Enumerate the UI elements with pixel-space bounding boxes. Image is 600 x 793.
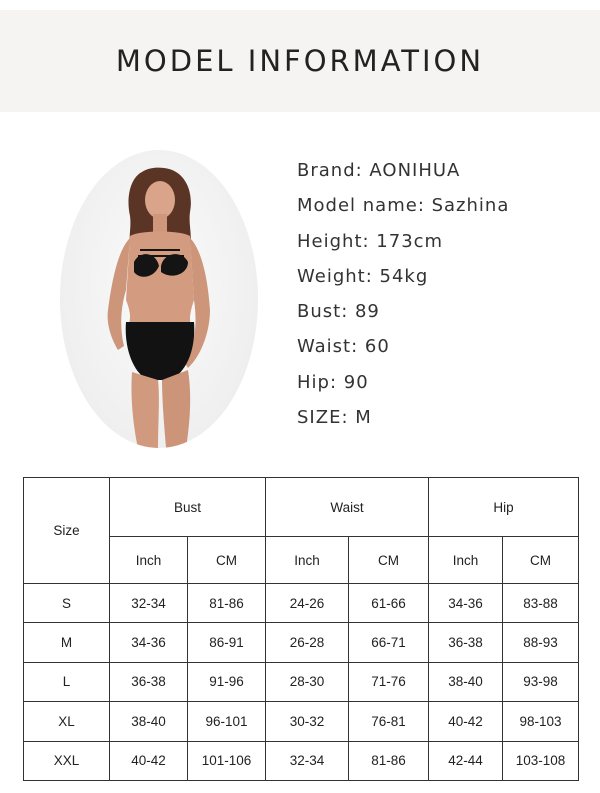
table-cell: 38-40 xyxy=(429,662,503,701)
table-cell: 88-93 xyxy=(503,623,579,662)
size-label: L xyxy=(24,662,110,701)
unit-header: Inch xyxy=(429,537,503,584)
table-cell: 76-81 xyxy=(349,702,429,741)
table-cell: 81-86 xyxy=(188,584,266,623)
table-cell: 24-26 xyxy=(266,584,349,623)
table-header-row xyxy=(24,478,579,537)
header-banner xyxy=(0,10,600,112)
table-cell: 28-30 xyxy=(266,662,349,701)
size-label: S xyxy=(24,584,110,623)
size-label: XL xyxy=(24,702,110,741)
table-cell: 36-38 xyxy=(429,623,503,662)
table-cell: 61-66 xyxy=(349,584,429,623)
table-cell: 40-42 xyxy=(429,702,503,741)
table-row xyxy=(24,741,579,780)
table-cell: 34-36 xyxy=(429,584,503,623)
info-weight: Weight: 54kg xyxy=(297,265,429,287)
model-figure xyxy=(60,150,258,448)
table-cell: 91-96 xyxy=(188,662,266,701)
size-column-header: Size xyxy=(24,478,110,584)
info-model-name: Model name: Sazhina xyxy=(297,195,510,217)
hip-group-header: Hip xyxy=(429,478,579,537)
table-cell: 40-42 xyxy=(110,741,188,780)
info-hip: Hip: 90 xyxy=(297,371,369,393)
info-bust: Bust: 89 xyxy=(297,301,380,323)
table-cell: 30-32 xyxy=(266,702,349,741)
unit-header: CM xyxy=(188,537,266,584)
unit-header: CM xyxy=(503,537,579,584)
table-cell: 26-28 xyxy=(266,623,349,662)
table-cell: 36-38 xyxy=(110,662,188,701)
table-cell: 83-88 xyxy=(503,584,579,623)
unit-header: Inch xyxy=(266,537,349,584)
table-cell: 34-36 xyxy=(110,623,188,662)
info-waist: Waist: 60 xyxy=(297,336,390,358)
size-label: XXL xyxy=(24,741,110,780)
size-chart-table xyxy=(23,477,579,781)
table-cell: 98-103 xyxy=(503,702,579,741)
unit-header: CM xyxy=(349,537,429,584)
table-cell: 93-98 xyxy=(503,662,579,701)
model-info-list xyxy=(297,156,587,438)
waist-group-header: Waist xyxy=(266,478,429,537)
unit-header: Inch xyxy=(110,537,188,584)
info-height: Height: 173cm xyxy=(297,230,444,252)
table-cell: 101-106 xyxy=(188,741,266,780)
size-label: M xyxy=(24,623,110,662)
table-cell: 42-44 xyxy=(429,741,503,780)
table-row xyxy=(24,662,579,701)
table-cell: 32-34 xyxy=(110,584,188,623)
table-cell: 96-101 xyxy=(188,702,266,741)
page-title: MODEL INFORMATION xyxy=(115,44,485,78)
table-cell: 32-34 xyxy=(266,741,349,780)
table-cell: 86-91 xyxy=(188,623,266,662)
table-cell: 71-76 xyxy=(349,662,429,701)
table-cell: 103-108 xyxy=(503,741,579,780)
table-cell: 66-71 xyxy=(349,623,429,662)
info-size: SIZE: M xyxy=(297,407,372,429)
info-brand: Brand: AONIHUA xyxy=(297,160,461,181)
table-row xyxy=(24,702,579,741)
table-row xyxy=(24,623,579,662)
table-cell: 38-40 xyxy=(110,702,188,741)
table-row xyxy=(24,584,579,623)
table-cell: 81-86 xyxy=(349,741,429,780)
model-photo xyxy=(60,150,258,448)
bust-group-header: Bust xyxy=(110,478,266,537)
